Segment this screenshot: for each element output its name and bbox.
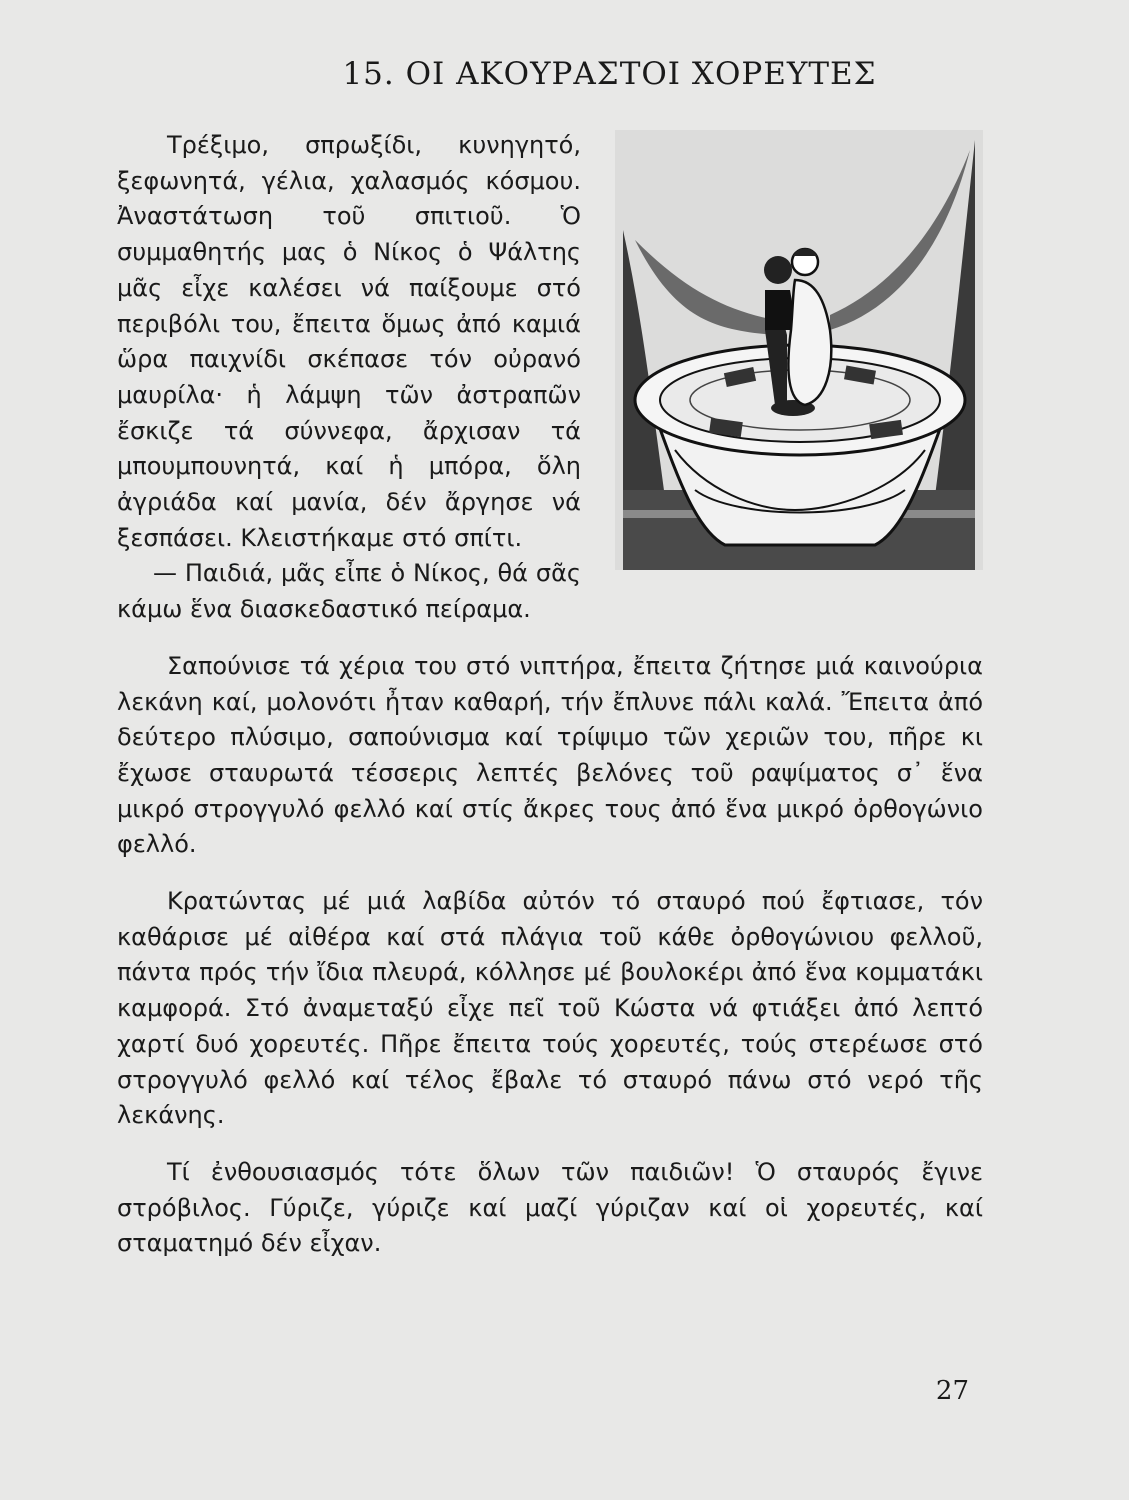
body-text (117, 128, 983, 1262)
paragraph-4: Κρατώντας μέ μιά λαβίδα αὐτόν τό σταυρό πού ἔφτιασε, τόν καθάρισε μέ αἰθέρα καί στά πλάγια τοῦ κάθε ὀρθογώνιου φελλοῦ, πάντα πρός τήν ἴδια πλευρά, κόλλησε μέ βουλοκέρι ἀπό ἕνα κομματάκι καμφορά. Στό ἀναμεταξύ εἶχε πεῖ τοῦ Κώστα νά φτιάξει ἀπό λεπτό χαρτί δυό χορευτές. Πῆρε ἔπειτα τούς χορευτές, τούς στερέωσε στό στρογγυλό φελλό καί τέλος ἔβαλε τό σταυρό πάνω στό νερό τῆς λεκάνης. (117, 887, 983, 1130)
paragraph-2-dialog: — Παιδιά, μᾶς εἶπε ὁ Νίκος, θά σᾶς κάμω ἕνα διασκεδαστικό πείραμα. (117, 559, 581, 624)
page-number: 27 (935, 1376, 969, 1406)
paragraph-5: Τί ἐνθουσιασμός τότε ὅλων τῶν παιδιῶν! Ὁ σταυρός ἔγινε στρόβιλος. Γύριζε, γύριζε καί μαζί γύριζαν καί οἱ χορευτές, καί σταματημό δέν εἶχαν. (117, 1157, 983, 1258)
illustration-dancers-in-basin (615, 130, 983, 570)
paragraph-1: Τρέξιμο, σπρωξίδι, κυνηγητό, ξεφωνητά, γέλια, χαλασμός κόσμου. Ἀναστάτωση τοῦ σπιτιοῦ. Ὁ συμμαθητής μας ὁ Νίκος ὁ Ψάλτης μᾶς εἶχε καλέσει νά παίξουμε στό περιβόλι του, ἔπειτα ὅμως ἀπό καμιά ὥρα παιχνίδι σκέπασε τόν οὐρανό μαυρίλα· ἡ λάμψη τῶν ἀστραπῶν ἔσκιζε τά σύννεφα, ἄρχισαν τά μπουμπουνητά, καί ἡ μπόρα, ὅλη ἀγριάδα καί μανία, δέν ἄργησε νά ξεσπάσει. Κλειστήκαμε στό σπίτι. (117, 131, 581, 552)
dancers-illustration-svg (615, 130, 983, 570)
chapter-title: 15. ΟΙ ΑΚΟΥΡΑΣΤΟΙ ΧΟΡΕΥΤΕΣ (342, 56, 877, 92)
paragraph-3: Σαπούνισε τά χέρια του στό νιπτήρα, ἔπειτα ζήτησε μιά καινούρια λεκάνη καί, μολονότι ἦταν καθαρή, τήν ἔπλυνε πάλι καλά. Ἔπειτα ἀπό δεύτερο πλύσιμο, σαπούνισμα καί τρίψιμο τῶν χεριῶν του, πῆρε κι ἔχωσε σταυρωτά τέσσερις λεπτές βελόνες τοῦ ραψίματος σ᾿ ἕνα μικρό στρογγυλό φελλό καί στίς ἄκρες τους ἀπό ἕνα μικρό ὀρθογώνιο φελλό. (117, 651, 983, 859)
